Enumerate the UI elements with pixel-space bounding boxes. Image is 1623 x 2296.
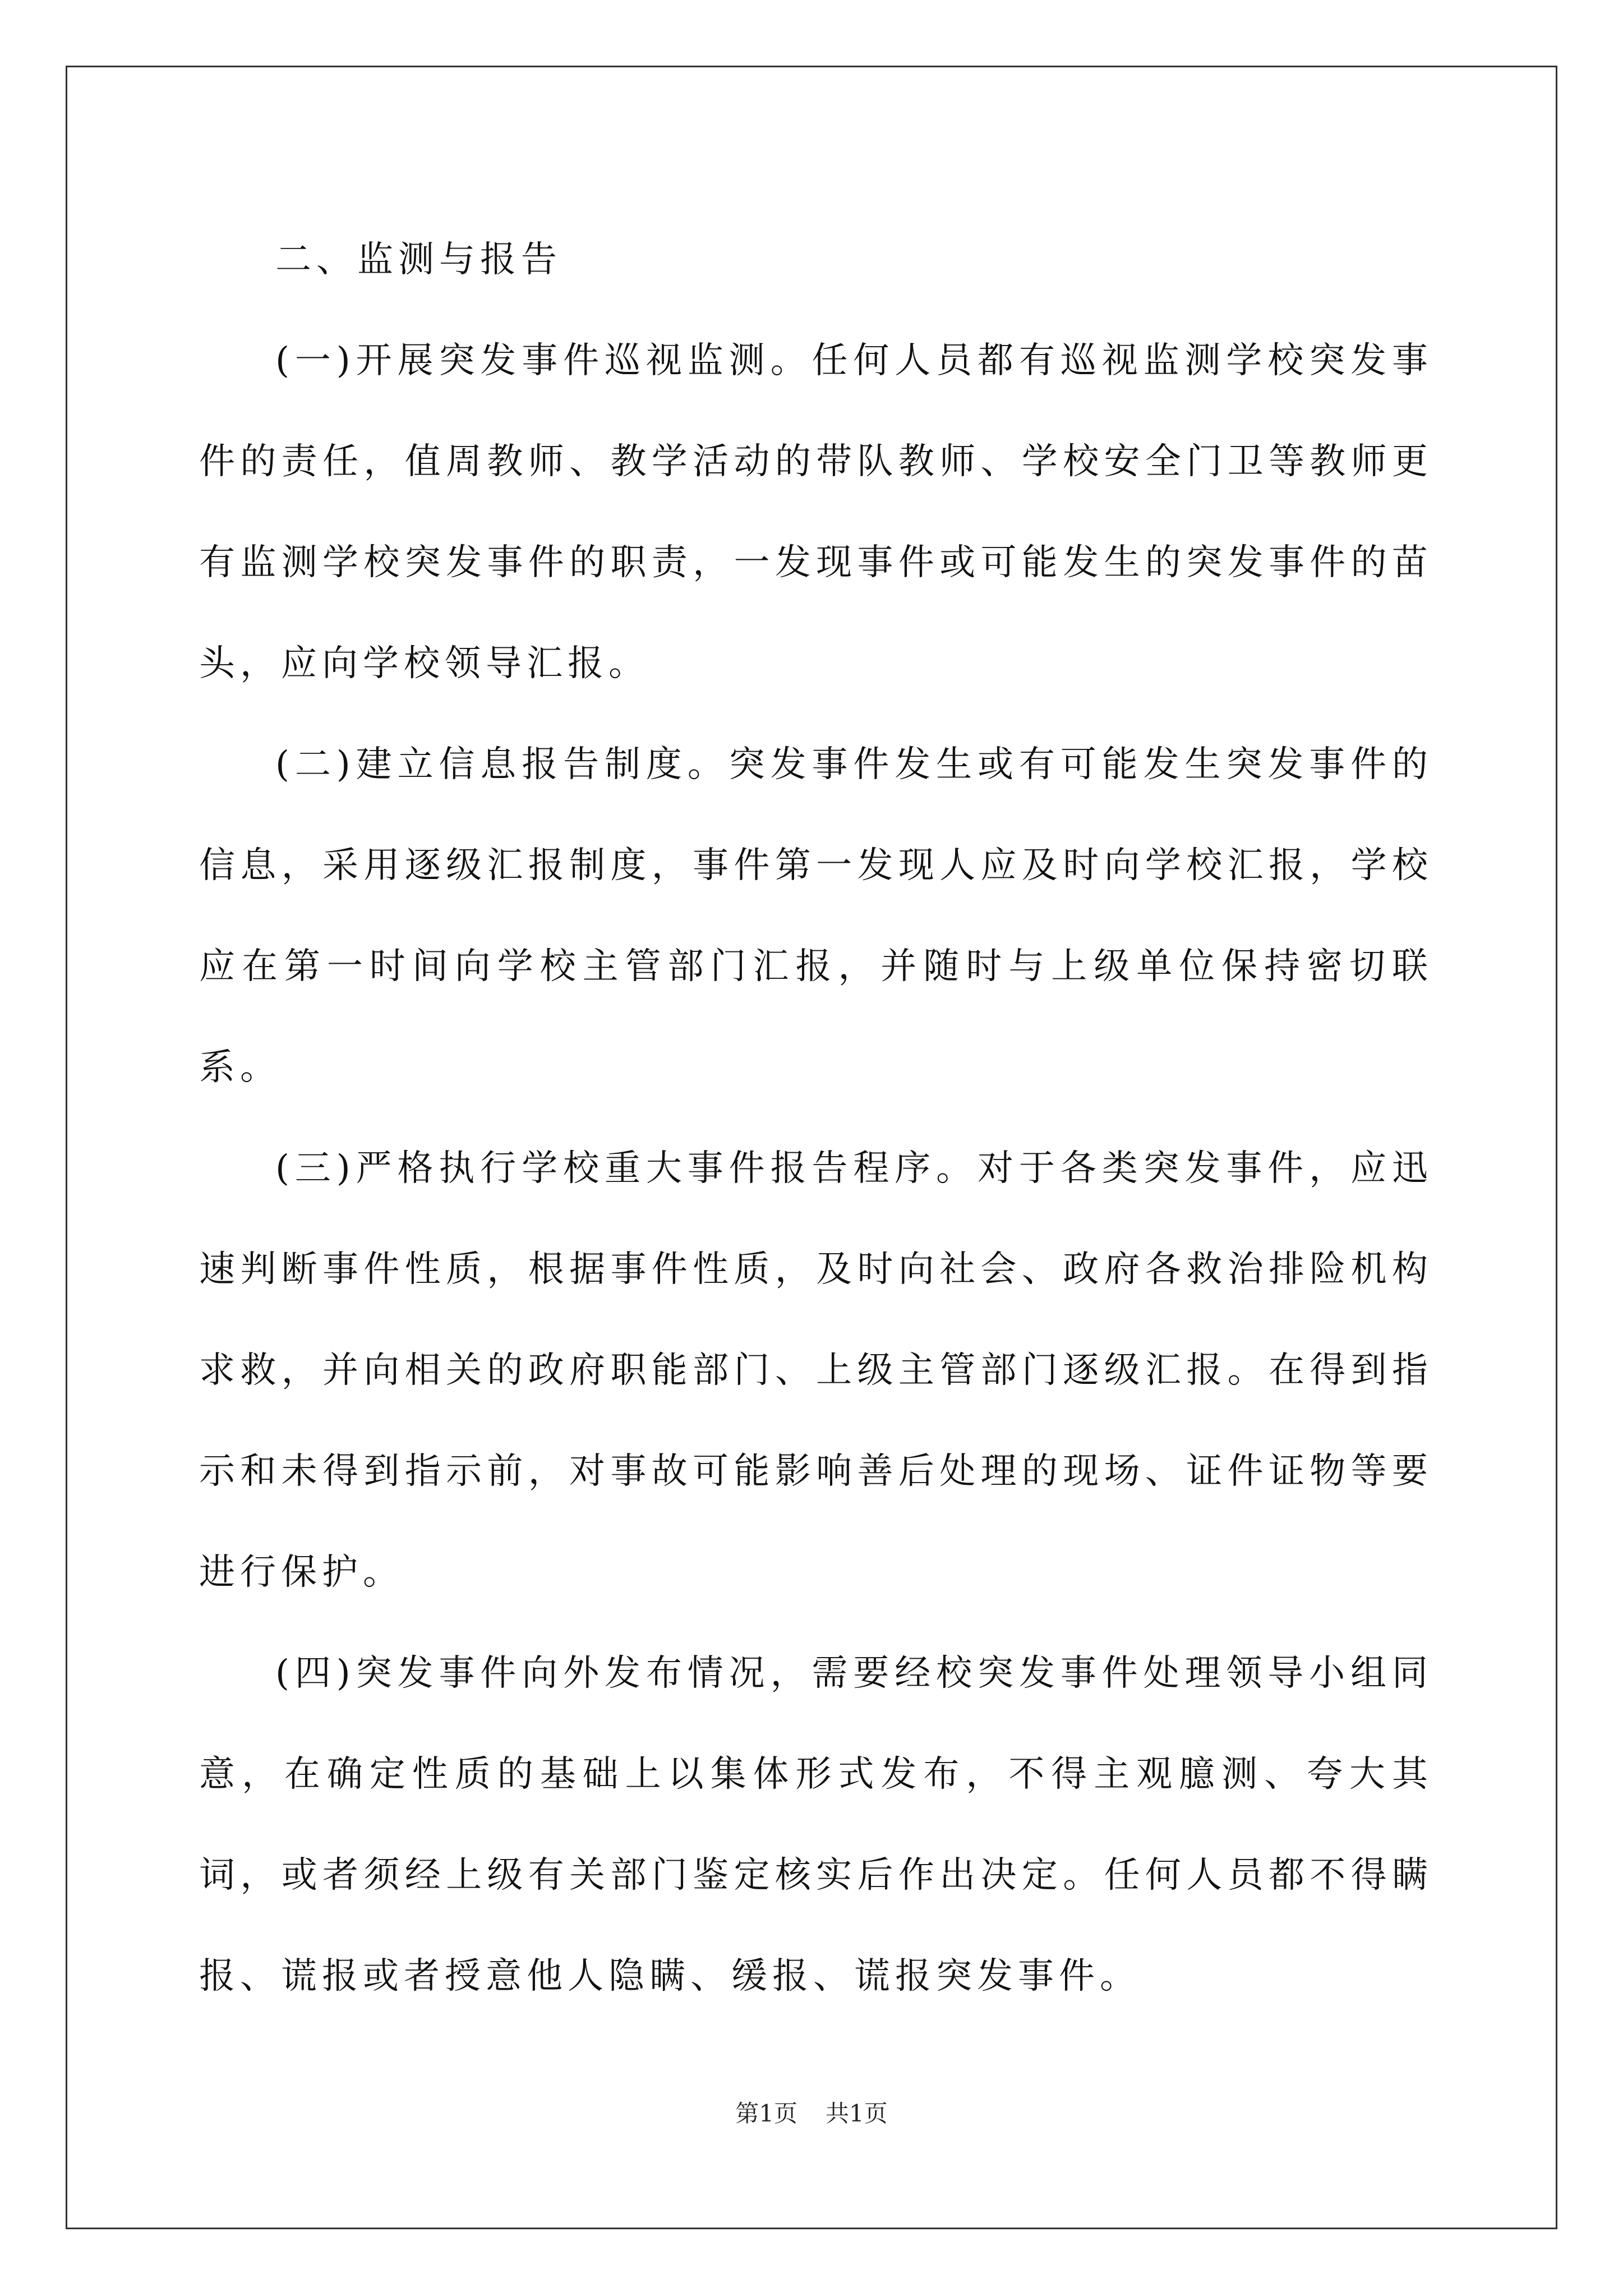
document-body: [199, 209, 1433, 2027]
page-number: 第1页: [735, 2100, 797, 2127]
paragraph-3: (三)严格执行学校重大事件报告程序。对于各类突发事件，应迅速判断事件性质，根据事件性质，及时向社会、政府各救治排险机构求救，并向相关的政府职能部门、上级主管部门逐级汇报。在得到指示和未得到指示前，对事故可能影响善后处理的现场、证件证物等要进行保护。: [199, 1148, 1433, 1593]
section-heading: 二、监测与报告: [275, 239, 562, 280]
page-footer: [0, 2097, 1623, 2131]
paragraph-2: (二)建立信息报告制度。突发事件发生或有可能发生突发事件的信息，采用逐级汇报制度，事件第一发现人应及时向学校汇报，学校应在第一时间向学校主管部门汇报，并随时与上级单位保持密切联系。: [199, 744, 1433, 1088]
page-total: 共1页: [826, 2100, 888, 2127]
paragraph-4: (四)突发事件向外发布情况，需要经校突发事件处理领导小组同意，在确定性质的基础上以集体形式发布，不得主观臆测、夸大其词，或者须经上级有关部门鉴定核实后作出决定。任何人员都不得瞒报、谎报或者授意他人隐瞒、缓报、谎报突发事件。: [199, 1653, 1433, 1997]
paragraph-1: (一)开展突发事件巡视监测。任何人员都有巡视监测学校突发事件的责任，值周教师、教学活动的带队教师、学校安全门卫等教师更有监测学校突发事件的职责，一发现事件或可能发生的突发事件的苗头，应向学校领导汇报。: [199, 340, 1433, 684]
